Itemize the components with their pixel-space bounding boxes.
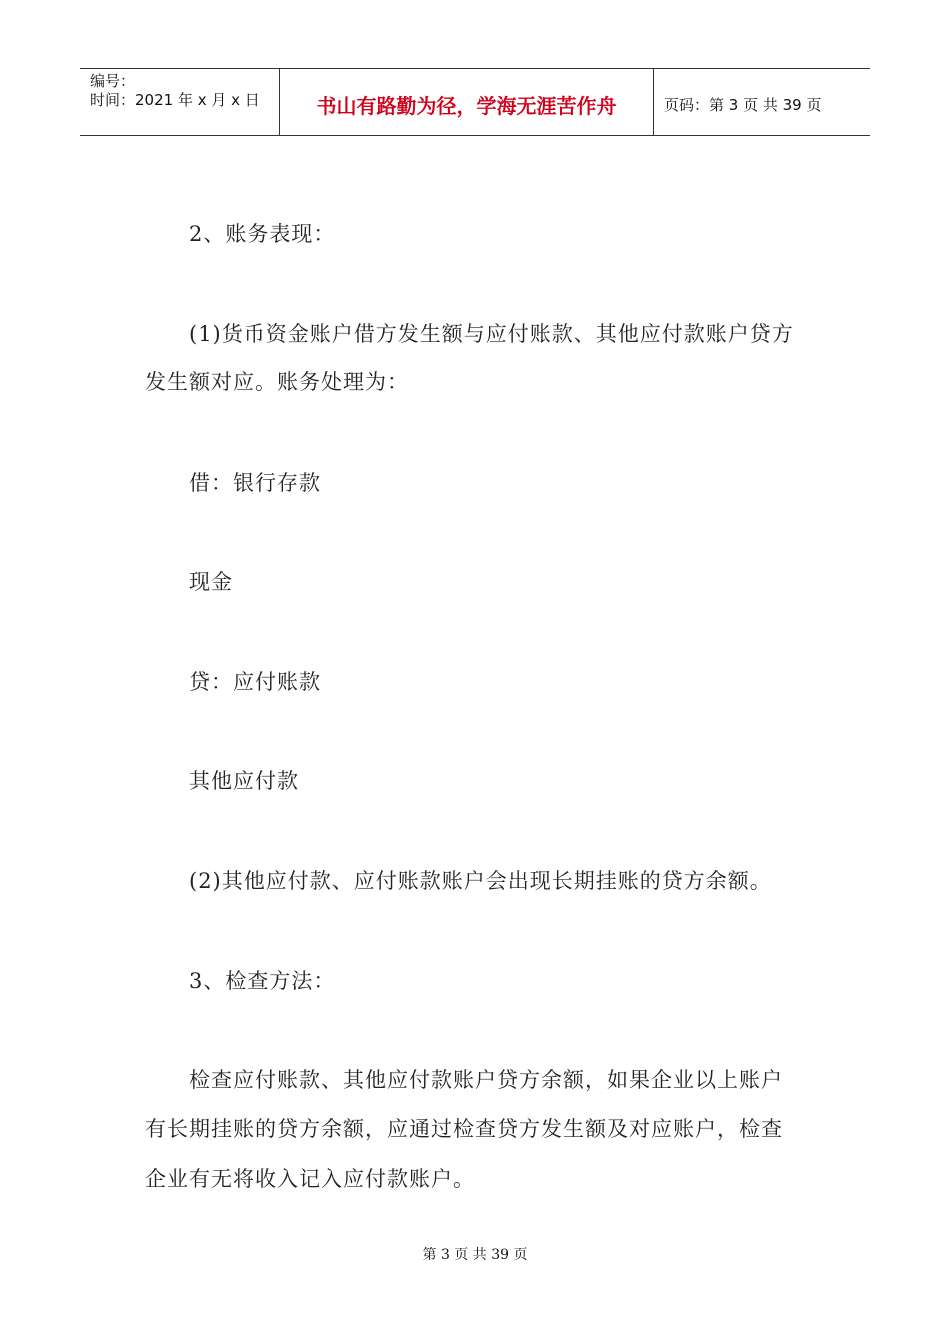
page-footer: 第 3 页 共 39 页 [422,1247,528,1263]
paragraph-3-line-1: 检查应付账款、其他应付款账户贷方余额，如果企业以上账户 [189,1068,783,1092]
entry-credit-payable: 贷：应付账款 [189,670,321,694]
header-meta [80,69,280,135]
number-label: 编号： [90,72,136,90]
header-motto: 书山有路勤为径，学海无涯苦作舟 [280,69,654,135]
section-heading-method: 3、检查方法： [189,969,336,993]
paragraph-3-line-2: 有长期挂账的贷方余额，应通过检查贷方发生额及对应账户，检查 [145,1117,783,1141]
paragraph-3-line-3: 企业有无将收入记入应付款账户。 [145,1167,475,1191]
entry-other-payable: 其他应付款 [189,769,299,793]
section-heading-accounting: 2、账务表现： [189,222,336,246]
entry-cash: 现金 [189,570,233,594]
entry-debit-bank: 借：银行存款 [189,471,321,495]
header-page-info: 页码：第 3 页 共 39 页 [664,95,822,114]
paragraph-1-line-1: (1)货币资金账户借方发生额与应付账款、其他应付款账户贷方 [189,322,794,346]
date-label: 时间：2021 年 x 月 x 日 [90,91,260,109]
page-header [80,68,870,136]
paragraph-1-line-2: 发生额对应。账务处理为： [145,370,409,394]
paragraph-2: (2)其他应付款、应付账款账户会出现长期挂账的贷方余额。 [189,869,772,893]
